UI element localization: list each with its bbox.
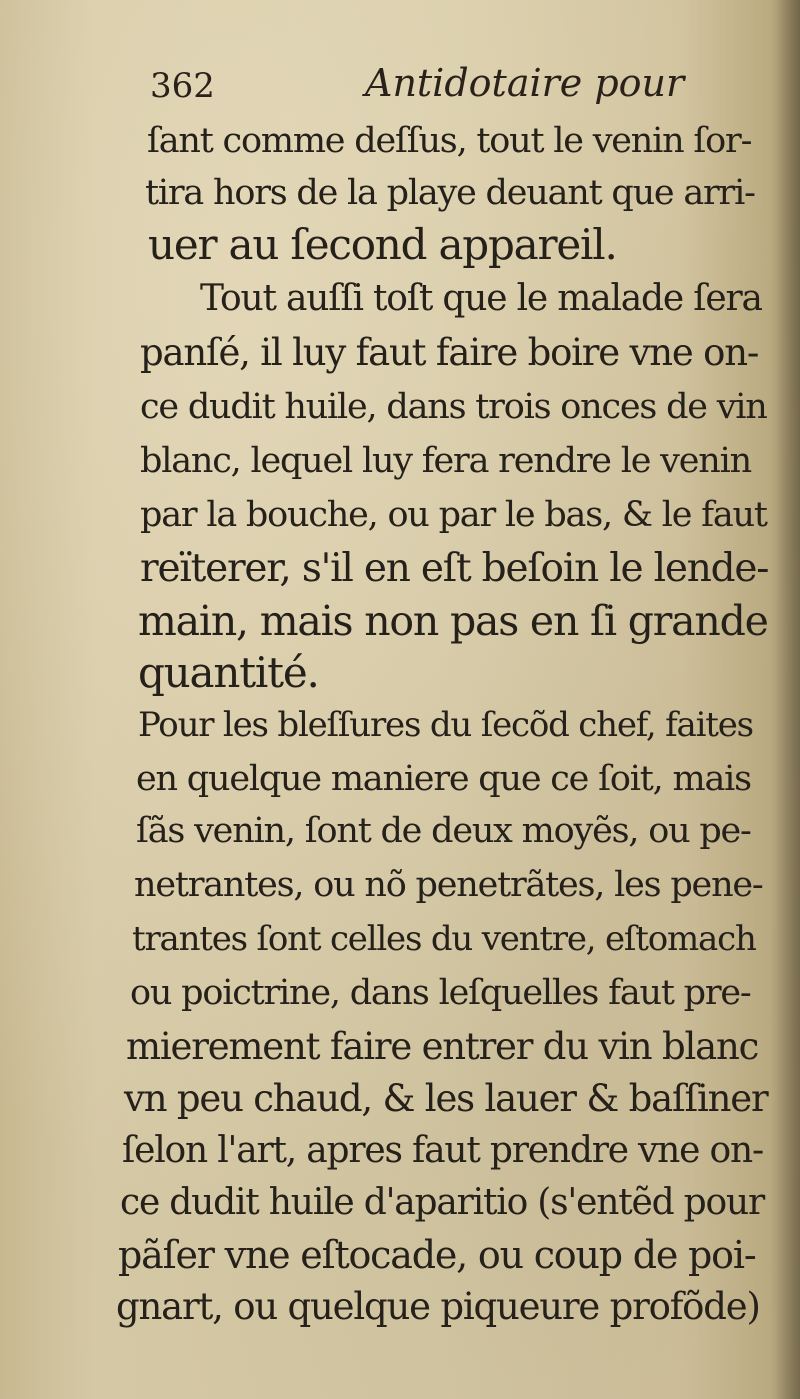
page-edge-shadow (770, 0, 800, 1399)
text-line-4: Tout auſſi toſt que le malade ſera (200, 278, 762, 319)
text-line-14: ſãs venin, ſont de deux moyẽs, ou pe- (136, 811, 751, 851)
text-line-8: par la bouche, ou par le bas, & le faut (140, 495, 767, 535)
text-line-17: ou poictrine, dans leſquelles faut pre- (130, 973, 751, 1013)
text-line-16: trantes ſont celles du ventre, eſtomach (132, 919, 756, 959)
text-line-18: mierement faire entrer du vin blanc (126, 1025, 759, 1068)
text-line-23: gnart, ou quelque piqueure profõde) (116, 1285, 760, 1328)
text-line-21: ce dudit huile d'aparitio (s'entẽd pour (120, 1182, 764, 1223)
text-line-1: ſant comme deſſus, tout le venin ſor- (147, 121, 752, 161)
text-line-13: en quelque maniere que ce ſoit, mais (136, 759, 751, 799)
text-line-10: main, mais non pas en ſi grande (138, 597, 768, 645)
text-line-5: panſé, il luy faut faire boire vne on- (140, 331, 759, 374)
text-line-19: vn peu chaud, & les lauer & baſſiner (124, 1077, 768, 1120)
text-line-6: ce dudit huile, dans trois onces de vin (140, 387, 767, 427)
text-line-22: pãſer vne eſtocade, ou coup de poi- (118, 1233, 756, 1277)
text-line-15: netrantes, ou nõ penetrãtes, les pene- (134, 865, 763, 905)
text-line-3: uer au ſecond appareil. (148, 220, 617, 269)
text-line-12: Pour les bleſſures du ſecõd chef, faites (138, 705, 753, 745)
text-line-7: blanc, lequel luy fera rendre le venin (140, 441, 751, 481)
running-head-title: Antidotaire pour (365, 61, 685, 105)
page-number: 362 (150, 66, 215, 106)
text-line-2: tira hors de la playe deuant que arri- (145, 173, 755, 213)
text-line-9: reïterer, s'il en eſt beſoin le lende- (140, 546, 769, 591)
running-head (0, 58, 800, 108)
text-line-11: quantité. (138, 648, 319, 697)
text-line-20: ſelon l'art, apres faut prendre vne on- (122, 1130, 763, 1171)
